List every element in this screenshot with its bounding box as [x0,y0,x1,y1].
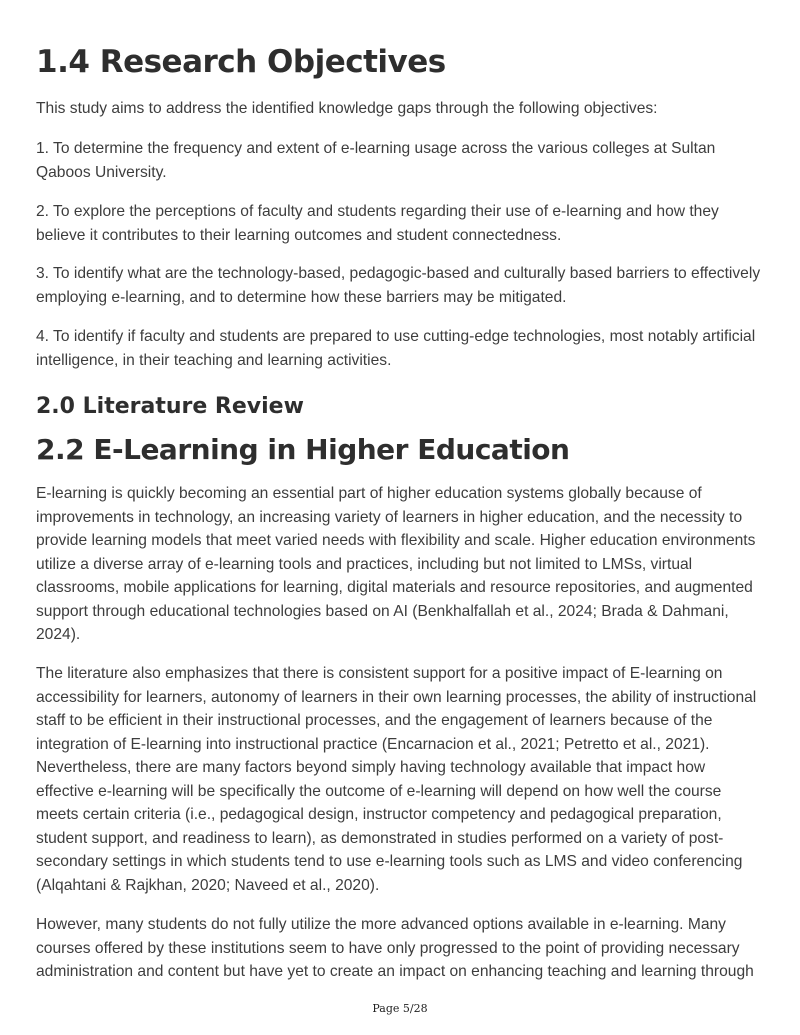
objective-item: 1. To determine the frequency and extent of e-learning usage across the various colleges at Sultan Qaboos University. [36,140,716,181]
objectives-intro: This study aims to address the identified knowledge gaps through the following objectives: [36,100,658,117]
body-paragraph: E-learning is quickly becoming an essential part of higher education systems globally because of improvements in technology, an increasing variety of learners in higher education, and the necessity to provide learning models that meet varied needs with flexibility and scale. Higher education environments utilize a diverse array of e-learning tools and practices, including but not limited to LMSs, virtual classrooms, mobile applications for learning, digital materials and resource repositories, and augmented support through educational technologies based on AI (Benkhalfallah et al., 2024; Brada & Dahmani, 2024). [36,485,756,643]
objective-item: 2. To explore the perceptions of faculty and students regarding their use of e-learning and how they believe it contributes to their learning outcomes and student connectedness. [36,203,719,244]
section-heading-e-learning: 2.2 E-Learning in Higher Education [36,433,570,466]
section-heading-literature-review: 2.0 Literature Review [36,394,304,419]
objective-item: 4. To identify if faculty and students are prepared to use cutting-edge technologies, most notably artificial intelligence, in their teaching and learning activities. [36,328,756,369]
page-number: Page 5/28 [372,1002,428,1015]
body-paragraph: The literature also emphasizes that there is consistent support for a positive impact of E-learning on accessibility for learners, autonomy of learners in their own learning processes, the ability of instructional staff to be efficient in their instructional processes, and the engagement of learners because of the integration of E-learning into instructional practice (Encarnacion et al., 2021; Petretto et al., 2021). Nevertheless, there are many factors beyond simply having technology available that impact how effective e-learning will be specifically the outcome of e-learning will depend on how well the course meets certain criteria (i.e., pedagogical design, instructor competency and pedagogical preparation, student support, and readiness to learn), as demonstrated in studies performed on a variety of post-secondary settings in which students tend to use e-learning tools such as LMS and video conferencing (Alqahtani & Rajkhan, 2020; Naveed et al., 2020). [36,665,757,894]
objective-item: 3. To identify what are the technology-based, pedagogic-based and culturally based barriers to effectively employing e-learning, and to determine how these barriers may be mitigated. [36,265,761,306]
body-paragraph: However, many students do not fully utilize the more advanced options available in e-learning. Many courses offered by these institutions seem to have only progressed to the point of providing necessary administration and content but have yet to create an impact on enhancing teaching and learning through [36,916,754,980]
section-heading-research-objectives: 1.4 Research Objectives [36,44,446,80]
